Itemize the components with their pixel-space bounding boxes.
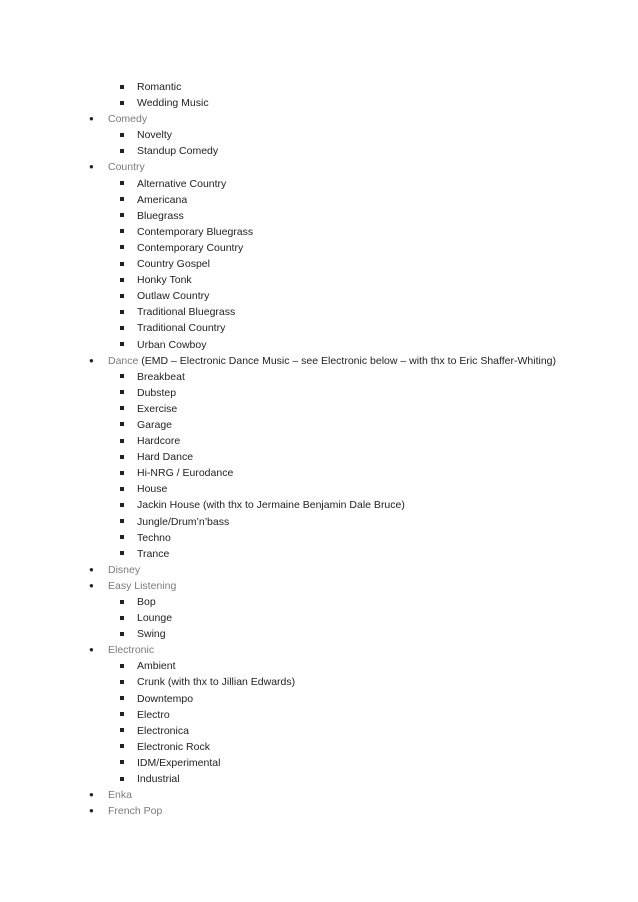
genre-category-label: Country <box>108 161 145 174</box>
item-text <box>137 449 193 465</box>
genre-subitem-label: Downtempo <box>137 692 194 705</box>
item-text <box>137 530 171 546</box>
genre-subitem-label: Jungle/Drum’n’bass <box>137 515 230 528</box>
square-bullet-icon <box>120 197 124 201</box>
genre-category-label: Electronic <box>108 644 155 657</box>
genre-subitem <box>0 143 638 159</box>
genre-subitem <box>0 95 638 111</box>
item-text <box>108 111 147 127</box>
genre-subitem-label: Contemporary Country <box>137 241 244 254</box>
genre-subitem <box>0 530 638 546</box>
item-text <box>137 610 172 626</box>
genre-subitem <box>0 127 638 143</box>
genre-subitem <box>0 723 638 739</box>
genre-subitem-label: Jackin House (with thx to Jermaine Benjamin Dale Bruce) <box>137 499 405 512</box>
item-text <box>137 240 243 256</box>
item-text <box>137 755 220 771</box>
square-bullet-icon <box>120 535 124 539</box>
genre-category-label: Easy Listening <box>108 579 177 592</box>
item-text <box>137 256 210 272</box>
item-text <box>137 707 170 723</box>
genre-subitem <box>0 208 638 224</box>
item-text <box>137 385 176 401</box>
genre-subitem-label: Hardcore <box>137 435 181 448</box>
square-bullet-icon <box>120 133 124 137</box>
genre-subitem-label: Contemporary Bluegrass <box>137 225 254 238</box>
genre-category-label: Dance <box>108 354 139 367</box>
genre-subitem <box>0 739 638 755</box>
round-bullet-icon: ● <box>89 114 94 124</box>
genre-subitem <box>0 771 638 787</box>
genre-category-label: Enka <box>108 789 132 802</box>
square-bullet-icon <box>120 487 124 491</box>
square-bullet-icon <box>120 181 124 185</box>
genre-subitem <box>0 610 638 626</box>
item-text <box>137 143 218 159</box>
genre-subitem-label: Crunk (with thx to Jillian Edwards) <box>137 676 296 689</box>
genre-subitem-label: Electronica <box>137 724 189 737</box>
square-bullet-icon <box>120 229 124 233</box>
genre-subitem-label: Ambient <box>137 660 176 673</box>
item-text <box>137 497 405 513</box>
round-bullet-icon: ● <box>89 790 94 800</box>
square-bullet-icon <box>120 326 124 330</box>
genre-category-item <box>0 353 638 369</box>
genre-subitem <box>0 497 638 513</box>
genre-subitem <box>0 176 638 192</box>
square-bullet-icon <box>120 278 124 282</box>
genre-list <box>0 79 638 819</box>
item-text <box>137 208 184 224</box>
item-text <box>137 674 295 690</box>
genre-subitem-label: Novelty <box>137 129 173 142</box>
square-bullet-icon <box>120 760 124 764</box>
genre-subitem-label: Honky Tonk <box>137 274 192 287</box>
square-bullet-icon <box>120 519 124 523</box>
square-bullet-icon <box>120 728 124 732</box>
item-text <box>108 159 145 175</box>
item-text <box>137 465 233 481</box>
genre-subitem <box>0 256 638 272</box>
square-bullet-icon <box>120 342 124 346</box>
item-text <box>137 95 209 111</box>
genre-subitem-label: Traditional Bluegrass <box>137 306 236 319</box>
item-text <box>137 337 206 353</box>
genre-subitem-label: Wedding Music <box>137 97 209 110</box>
item-text <box>137 176 226 192</box>
square-bullet-icon <box>120 262 124 266</box>
genre-category-item <box>0 111 638 127</box>
item-text <box>137 127 172 143</box>
item-text <box>137 723 189 739</box>
genre-subitem <box>0 79 638 95</box>
genre-subitem <box>0 691 638 707</box>
genre-subitem-label: Outlaw Country <box>137 290 210 303</box>
item-text <box>108 787 132 803</box>
genre-subitem-label: Dubstep <box>137 386 177 399</box>
genre-subitem <box>0 674 638 690</box>
genre-subitem-label: Bluegrass <box>137 209 184 222</box>
item-text <box>137 433 180 449</box>
item-text <box>108 642 154 658</box>
genre-subitem-label: Bop <box>137 596 156 608</box>
genre-subitem <box>0 465 638 481</box>
genre-subitem <box>0 481 638 497</box>
square-bullet-icon <box>120 600 124 604</box>
item-text <box>137 288 209 304</box>
genre-category-label: Comedy <box>108 113 148 126</box>
square-bullet-icon <box>120 101 124 105</box>
item-text <box>137 417 172 433</box>
genre-subitem <box>0 369 638 385</box>
round-bullet-icon: ● <box>89 645 94 655</box>
genre-subitem <box>0 707 638 723</box>
item-text <box>137 771 180 787</box>
genre-subitem-label: Country Gospel <box>137 258 210 271</box>
square-bullet-icon <box>120 471 124 475</box>
genre-subitem-label: Hi-NRG / Eurodance <box>137 467 234 480</box>
item-text <box>137 224 253 240</box>
genre-subitem-label: Americana <box>137 193 188 206</box>
genre-subitem <box>0 304 638 320</box>
genre-subitem-label: Electronic Rock <box>137 740 210 753</box>
genre-category-item <box>0 642 638 658</box>
square-bullet-icon <box>120 310 124 314</box>
item-text <box>137 658 176 674</box>
genre-subitem <box>0 320 638 336</box>
genre-subitem <box>0 288 638 304</box>
round-bullet-icon: ● <box>89 580 94 590</box>
square-bullet-icon <box>120 551 124 555</box>
item-text <box>137 79 181 95</box>
item-text <box>137 691 193 707</box>
genre-subitem <box>0 417 638 433</box>
item-text <box>137 481 167 497</box>
item-text <box>137 320 225 336</box>
square-bullet-icon <box>120 712 124 716</box>
item-text <box>108 803 162 819</box>
genre-subitem <box>0 224 638 240</box>
genre-subitem <box>0 385 638 401</box>
square-bullet-icon <box>120 149 124 153</box>
item-text <box>137 369 185 385</box>
genre-subitem-label: Trance <box>137 547 170 560</box>
genre-category-item <box>0 159 638 175</box>
genre-subitem-label: Techno <box>137 531 171 544</box>
genre-subitem-label: IDM/Experimental <box>137 756 221 769</box>
item-text <box>108 578 176 594</box>
item-text <box>108 562 140 578</box>
genre-subitem <box>0 626 638 642</box>
genre-subitem-label: Garage <box>137 418 173 431</box>
item-text <box>137 401 177 417</box>
square-bullet-icon <box>120 213 124 217</box>
genre-subitem-label: Urban Cowboy <box>137 338 207 351</box>
item-text <box>137 739 210 755</box>
square-bullet-icon <box>120 632 124 636</box>
square-bullet-icon <box>120 616 124 620</box>
genre-subitem-label: House <box>137 483 168 496</box>
square-bullet-icon <box>120 422 124 426</box>
round-bullet-icon: ● <box>89 162 94 172</box>
genre-subitem-label: Breakbeat <box>137 370 185 383</box>
genre-subitem <box>0 449 638 465</box>
genre-subitem <box>0 337 638 353</box>
square-bullet-icon <box>120 294 124 298</box>
item-text <box>137 626 166 642</box>
genre-subitem <box>0 401 638 417</box>
genre-category-label: Disney <box>108 563 141 576</box>
genre-category-item <box>0 562 638 578</box>
round-bullet-icon: ● <box>89 564 94 574</box>
item-text <box>137 546 169 562</box>
genre-subitem-label: Lounge <box>137 612 173 625</box>
round-bullet-icon: ● <box>89 806 94 816</box>
square-bullet-icon <box>120 680 124 684</box>
square-bullet-icon <box>120 406 124 410</box>
genre-category-item <box>0 578 638 594</box>
genre-subitem-label: Electro <box>137 708 170 721</box>
round-bullet-icon: ● <box>89 355 94 365</box>
genre-subitem-label: Industrial <box>137 773 180 786</box>
genre-category-label: French Pop <box>108 805 163 818</box>
genre-subitem-label: Swing <box>137 628 166 641</box>
genre-subitem-label: Romantic <box>137 81 182 93</box>
item-text <box>137 304 235 320</box>
genre-subitem-label: Alternative Country <box>137 177 227 190</box>
genre-subitem <box>0 240 638 256</box>
genre-subitem <box>0 755 638 771</box>
item-text <box>137 514 229 530</box>
item-text <box>137 192 187 208</box>
square-bullet-icon <box>120 374 124 378</box>
genre-subitem-label: Traditional Country <box>137 322 226 335</box>
genre-subitem <box>0 192 638 208</box>
genre-category-item <box>0 803 638 819</box>
genre-subitem <box>0 514 638 530</box>
genre-subitem <box>0 272 638 288</box>
genre-subitem <box>0 658 638 674</box>
square-bullet-icon <box>120 696 124 700</box>
square-bullet-icon <box>120 390 124 394</box>
square-bullet-icon <box>120 744 124 748</box>
square-bullet-icon <box>120 439 124 443</box>
genre-subitem <box>0 546 638 562</box>
genre-category-item <box>0 787 638 803</box>
genre-subitem <box>0 594 638 610</box>
genre-subitem-label: Exercise <box>137 402 178 415</box>
genre-subitem-label: Standup Comedy <box>137 145 219 158</box>
square-bullet-icon <box>120 664 124 668</box>
square-bullet-icon <box>120 503 124 507</box>
genre-subitem <box>0 433 638 449</box>
item-text <box>108 353 556 369</box>
square-bullet-icon <box>120 245 124 249</box>
item-text <box>137 594 156 610</box>
square-bullet-icon <box>120 85 124 89</box>
genre-category-note: (EMD – Electronic Dance Music – see Electronic below – with thx to Eric Shaffer-Whiting) <box>138 354 556 367</box>
square-bullet-icon <box>120 455 124 459</box>
genre-subitem-label: Hard Dance <box>137 451 194 464</box>
square-bullet-icon <box>120 777 124 781</box>
item-text <box>137 272 192 288</box>
